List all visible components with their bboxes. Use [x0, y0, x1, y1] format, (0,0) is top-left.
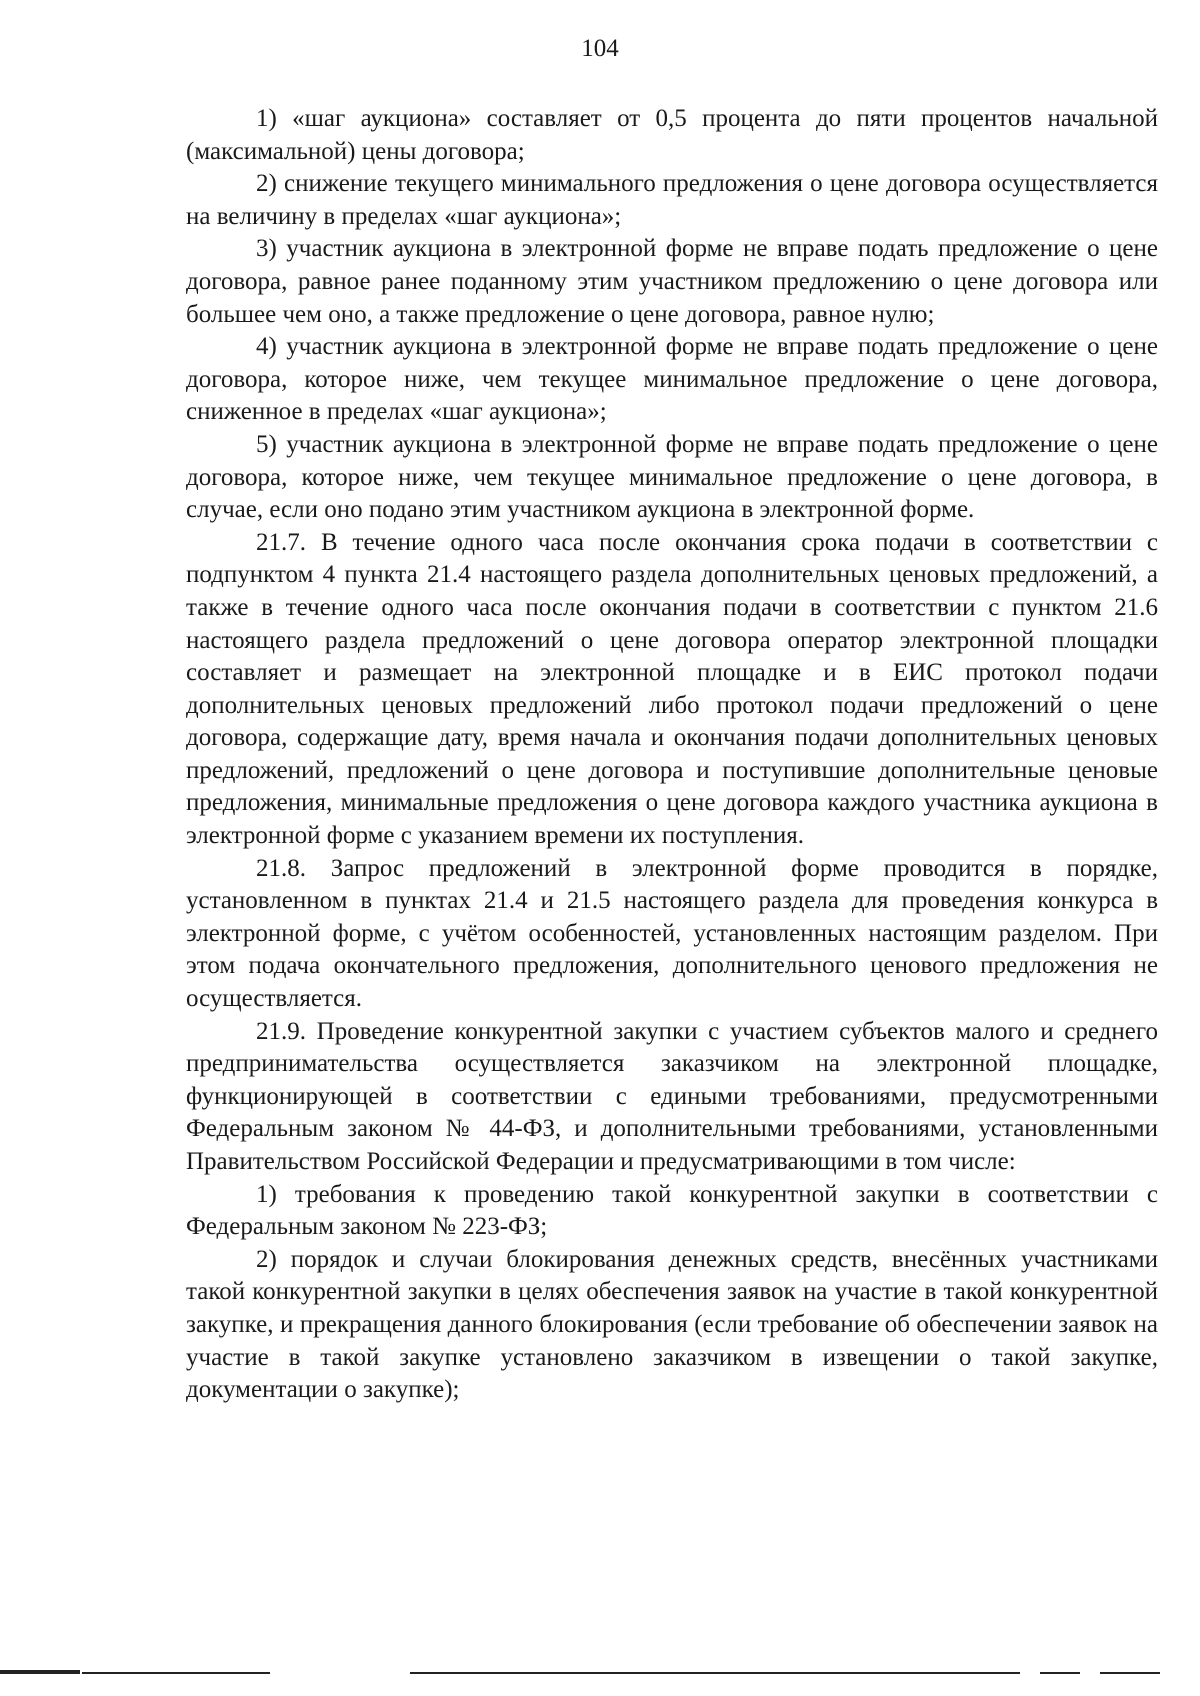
scan-edge-line	[1040, 1672, 1080, 1674]
scan-edge-line	[82, 1672, 270, 1674]
page-number: 104	[581, 35, 619, 62]
scan-edge-line	[410, 1672, 1020, 1674]
paragraph: 4) участник аукциона в электронной форме не вправе подать предложение о цене договора, которое ниже, чем текущее минимальное предложение о цене договора, сниженное в пределах «шаг аукциона»;	[186, 333, 1158, 426]
paragraph: 21.9. Проведение конкурентной закупки с участием субъектов малого и среднего предпринимательства осуществляется заказчиком на электронной площадке, функционирующей в соответствии с едиными требованиями, предусмотренными Федеральным законом № 44-ФЗ, и дополнительными требованиями, установленными Правительством Российской Федерации и предусматривающими в том числе:	[186, 1017, 1158, 1175]
paragraph: 1) «шаг аукциона» составляет от 0,5 процента до пяти процентов начальной (максимальной) цены договора;	[186, 105, 1158, 165]
scan-edge-mark	[0, 1670, 80, 1674]
paragraph: 1) требования к проведению такой конкурентной закупки в соответствии с Федеральным законом № 223-ФЗ;	[186, 1180, 1158, 1241]
scan-edge-line	[1100, 1672, 1160, 1674]
paragraph: 21.8. Запрос предложений в электронной форме проводится в порядке, установленном в пунктах 21.4 и 21.5 настоящего раздела для проведения конкурса в электронной форме, с учётом особенностей, установленных настоящим разделом. При этом подача окончательного предложения, дополнительного ценового предложения не осуществляется.	[186, 854, 1158, 1013]
paragraph: 5) участник аукциона в электронной форме не вправе подать предложение о цене договора, которое ниже, чем текущее минимальное предложение о цене договора, в случае, если оно подано этим участником аукциона в электронной форме.	[186, 430, 1158, 524]
paragraph: 2) снижение текущего минимального предложения о цене договора осуществляется на величину в пределах «шаг аукциона»;	[186, 170, 1158, 230]
paragraph: 21.7. В течение одного часа после окончания срока подачи в соответствии с подпунктом 4 пункта 21.4 настоящего раздела дополнительных ценовых предложений, а также в течение одного часа после окончания подачи в соответствии с пунктом 21.6 настоящего раздела предложений о цене договора оператор электронной площадки составляет и размещает на электронной площадке и в ЕИС протокол подачи дополнительных ценовых предложений либо протокол подачи предложений о цене договора, содержащие дату, время начала и окончания подачи дополнительных ценовых предложений, предложений о цене договора и поступившие дополнительные ценовые предложения, минимальные предложения о цене договора каждого участника аукциона в электронной форме с указанием времени их поступления.	[186, 528, 1158, 850]
paragraph: 3) участник аукциона в электронной форме не вправе подать предложение о цене договора, равное ранее поданному этим участником предложению о цене договора или большее чем оно, а также предложение о цене договора, равное нулю;	[186, 235, 1158, 328]
document-body	[186, 103, 1158, 1407]
paragraph: 2) порядок и случаи блокирования денежных средств, внесённых участниками такой конкурентной закупки в целях обеспечения заявок на участие в такой конкурентной закупке, и прекращения данного блокирования (если требование об обеспечении заявок на участие в такой закупке установлено заказчиком в извещении о такой закупке, документации о закупке);	[186, 1245, 1158, 1404]
